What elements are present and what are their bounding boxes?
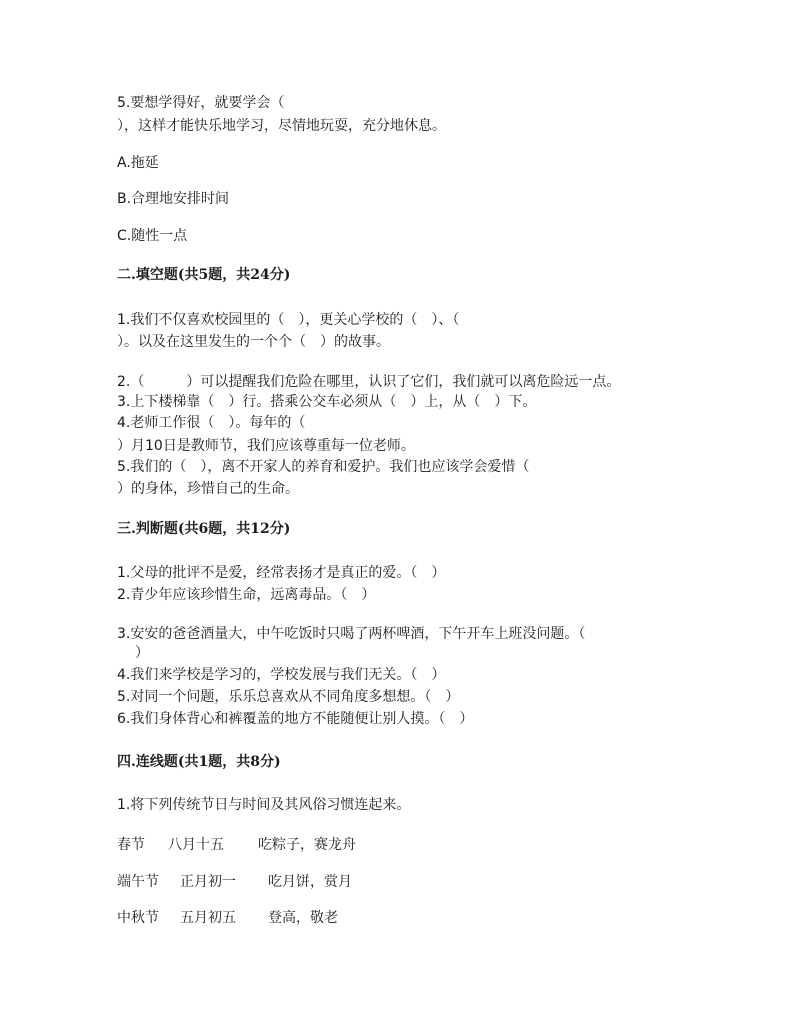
q5-stem-line1: 5.要想学得好，就要学会（: [117, 95, 285, 111]
festival-custom: 吃粽子，赛龙舟: [258, 837, 356, 853]
fill-section-heading: 二.填空题(共5题，共24分): [117, 267, 291, 283]
festival-name: 端午节: [117, 874, 159, 890]
festival-date: 五月初五: [180, 910, 236, 926]
fill-line: 5.我们的（ ），离不开家人的养育和爱护。我们也应该学会爱惜（: [117, 459, 530, 475]
fill-line: 2.（ ）可以提醒我们危险在哪里，认识了它们，我们就可以离危险远一点。: [117, 374, 621, 390]
judge-line: 1.父母的批评不是爱，经常表扬才是真正的爱。（ ）: [117, 565, 446, 581]
fill-line: 3.上下楼梯靠（ ）行。搭乘公交车必须从（ ）上，从（ ）下。: [117, 394, 537, 410]
judge-line: ）: [135, 645, 149, 661]
festival-date: 八月十五: [168, 837, 224, 853]
judge-line: 2.青少年应该珍惜生命，远离毒品。（ ）: [117, 587, 376, 603]
fill-line: ）。以及在这里发生的一个个（ ）的故事。: [117, 334, 390, 350]
judge-line: 4.我们来学校是学习的，学校发展与我们无关。（ ）: [117, 667, 446, 683]
judge-line: 5.对同一个问题，乐乐总喜欢从不同角度多想想。（ ）: [117, 689, 460, 705]
fill-line: 1.我们不仅喜欢校园里的（ ），更关心学校的（ ）、（: [117, 312, 460, 328]
q5-option-b: B.合理地安排时间: [117, 191, 230, 207]
festival-custom: 登高，敬老: [268, 910, 338, 926]
festival-name: 中秋节: [117, 910, 159, 926]
connect-instruction: 1.将下列传统节日与时间及其风俗习惯连起来。: [117, 797, 411, 813]
festival-name: 春节: [117, 837, 145, 853]
q5-stem-line2: ），这样才能快乐地学习，尽情地玩耍，充分地休息。: [117, 118, 446, 134]
judge-line: 3.安安的爸爸酒量大，中午吃饭时只喝了两杯啤酒，下午开车上班没问题。（: [117, 626, 586, 642]
fill-line: 4.老师工作很（ ）。每年的（: [117, 415, 306, 431]
q5-option-a: A.拖延: [117, 155, 159, 171]
festival-date: 正月初一: [180, 874, 236, 890]
fill-line: ）的身体，珍惜自己的生命。: [117, 481, 299, 497]
judge-section-heading: 三.判断题(共6题，共12分): [117, 521, 291, 537]
fill-line: ）月10日是教师节，我们应该尊重每一位老师。: [117, 438, 415, 454]
festival-custom: 吃月饼，赏月: [268, 874, 352, 890]
q5-option-c: C.随性一点: [117, 228, 188, 244]
connect-section-heading: 四.连线题(共1题，共8分): [117, 754, 281, 770]
judge-line: 6.我们身体背心和裤覆盖的地方不能随便让别人摸。（ ）: [117, 711, 474, 727]
